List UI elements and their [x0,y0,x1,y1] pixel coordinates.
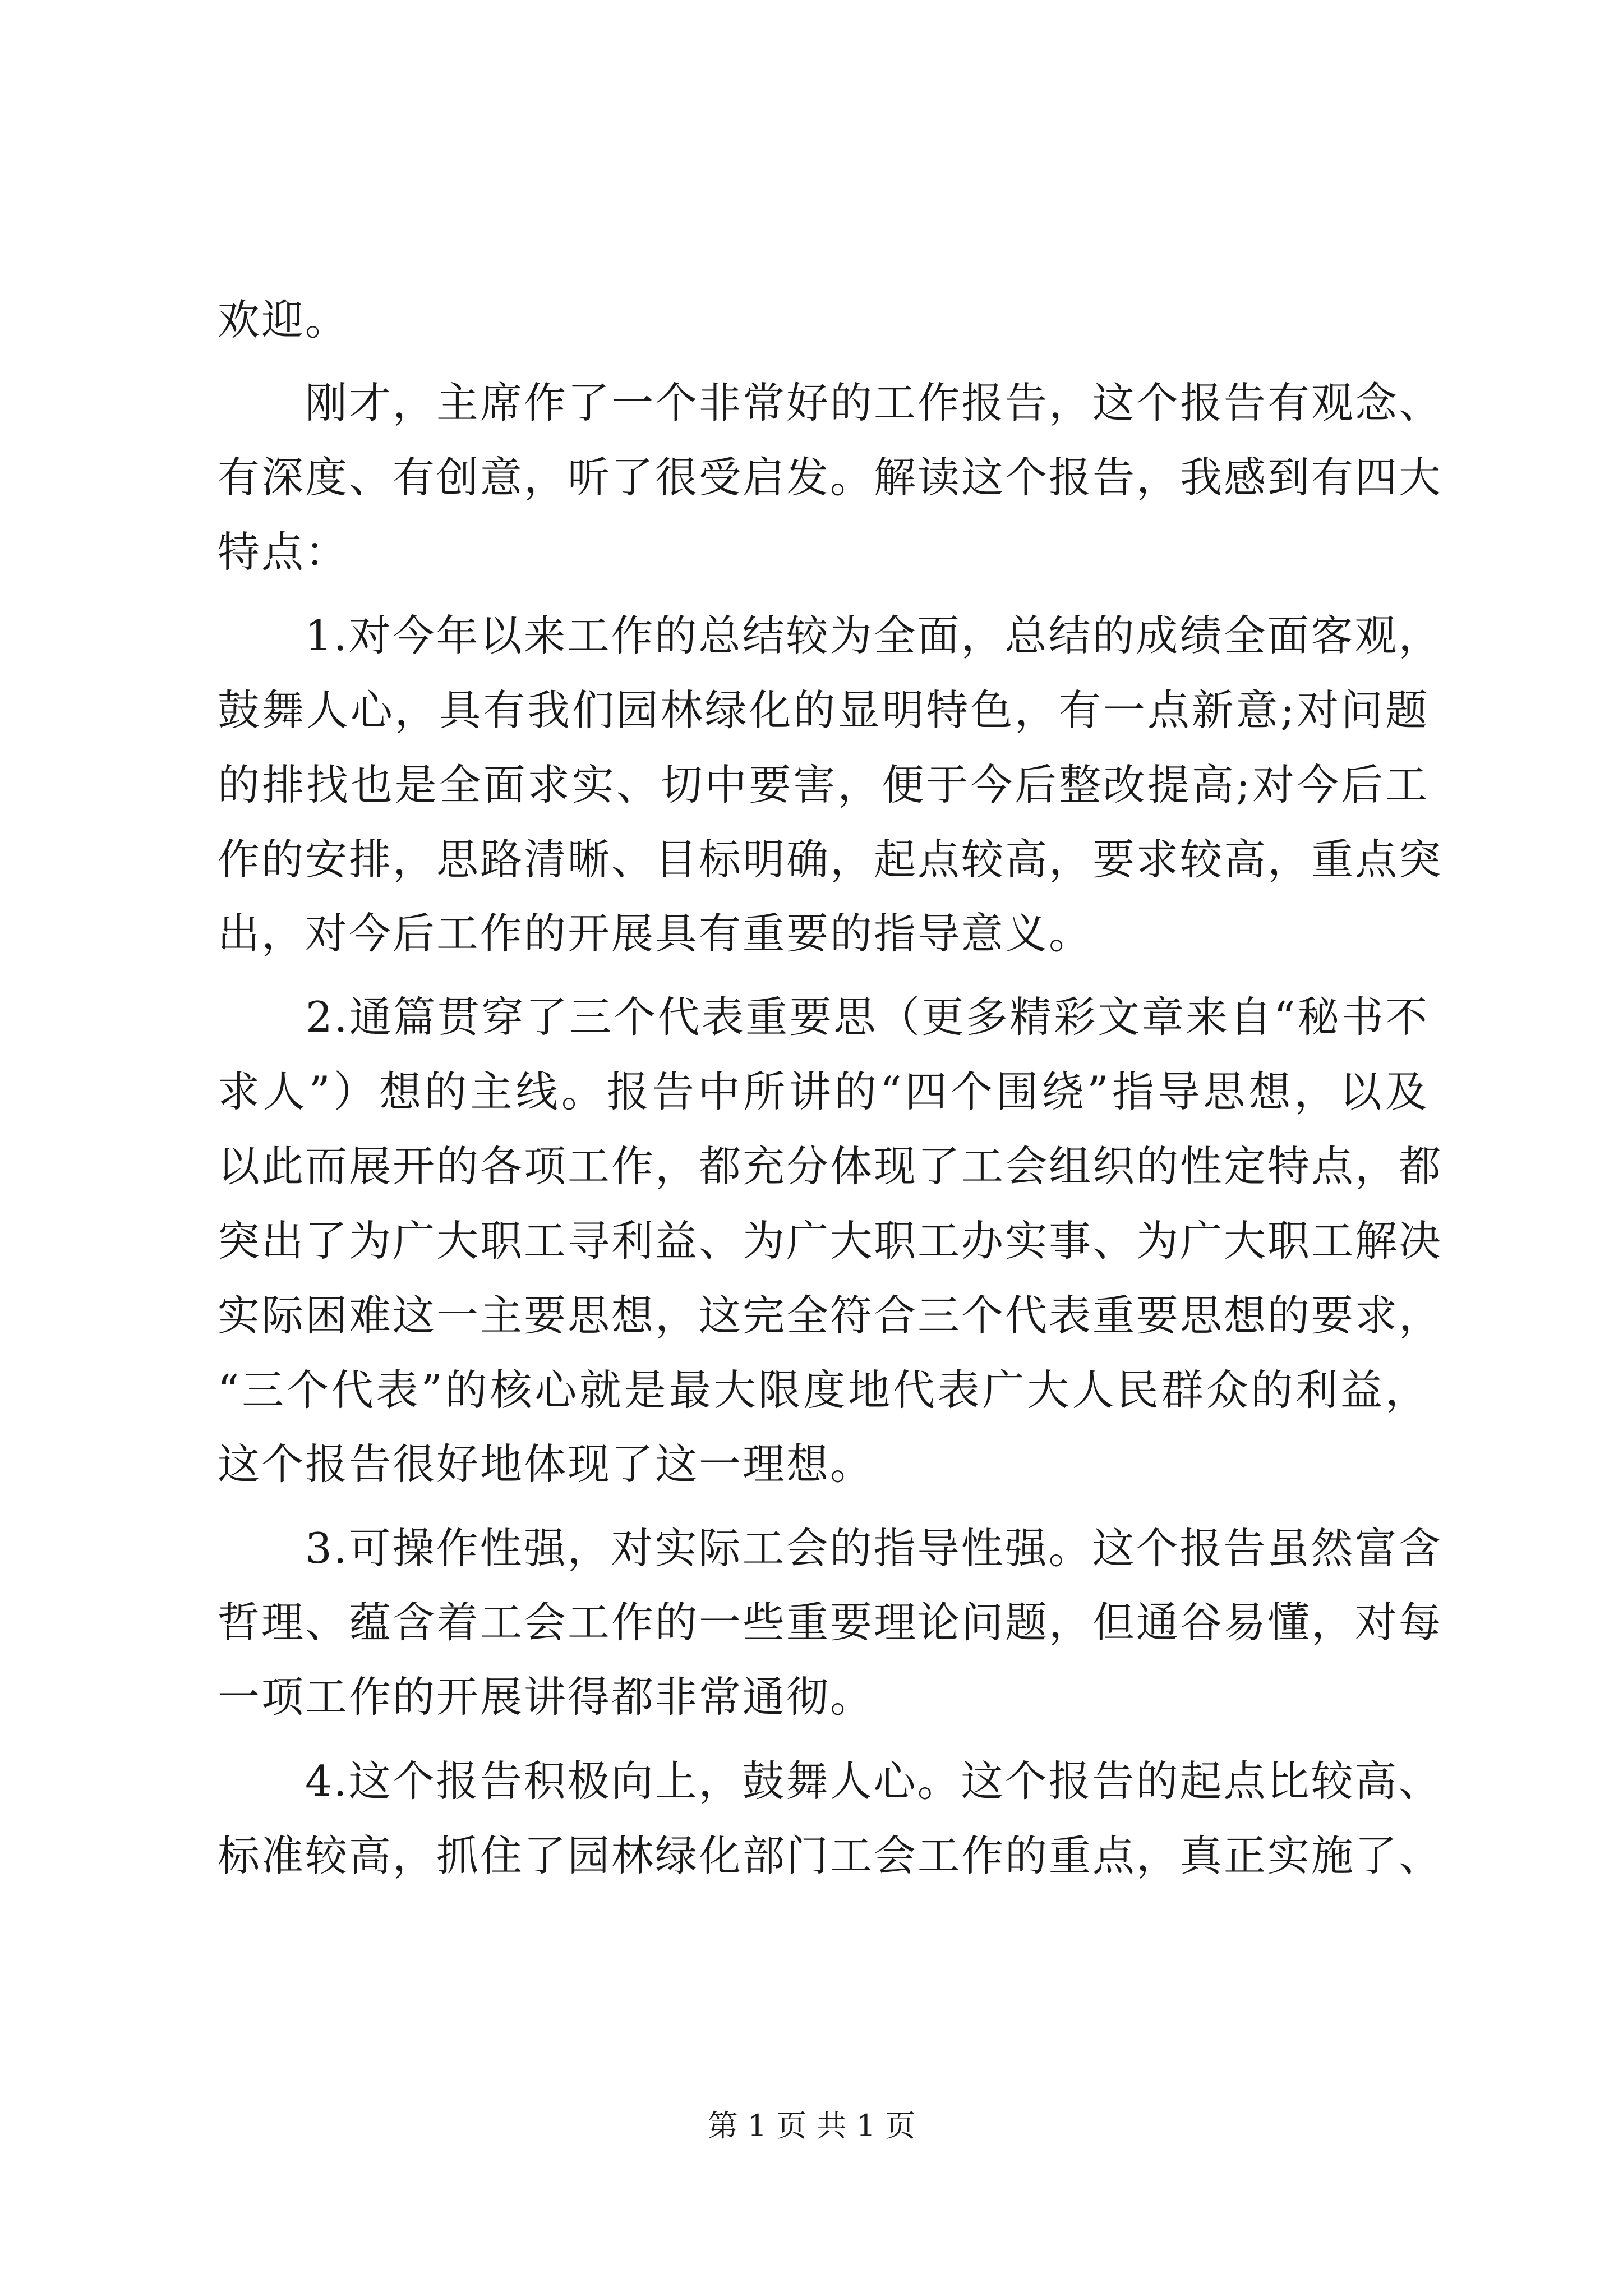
text-line-19: 一项工作的开展讲得都非常通彻。 [218,1672,874,1722]
text-line-1: 欢迎。 [218,295,349,344]
text-line-17: 3.可操作性强，对实际工会的指导性强。这个报告虽然富含 [218,1524,1442,1573]
text-line-14: 实际困难这一主要思想，这完全符合三个代表重要思想的要求， [218,1291,1443,1340]
text-line-10: 2.通篇贯穿了三个代表重要思（更多精彩文章来自“秘书不 [218,992,1429,1042]
text-line-8: 作的安排，思路清晰、目标明确，起点较高，要求较高，重点突 [218,835,1443,884]
text-line-9: 出，对今后工作的开展具有重要的指导意义。 [218,909,1093,958]
text-line-2: 刚才，主席作了一个非常好的工作报告，这个报告有观念、 [218,378,1443,427]
text-line-12: 以此而展开的各项工作，都充分体现了工会组织的性定特点，都 [218,1142,1443,1191]
text-line-5: 1.对今年以来工作的总结较为全面，总结的成绩全面客观， [218,611,1442,660]
text-line-16: 这个报告很好地体现了这一理想。 [218,1439,874,1489]
text-line-15: “三个代表”的核心就是最大限度地代表广大人民群众的利益， [218,1365,1429,1415]
page-footer: 第 1 页 共 1 页 [707,2108,916,2143]
text-line-7: 的排找也是全面求实、切中要害，便于今后整改提高;对今后工 [218,760,1429,809]
text-line-18: 哲理、蕴含着工会工作的一些重要理论问题，但通谷易懂，对每 [218,1598,1443,1647]
text-line-11: 求人”）想的主线。报告中所讲的“四个围绕”指导思想，以及 [218,1067,1429,1116]
text-line-13: 突出了为广大职工寻利益、为广大职工办实事、为广大职工解决 [218,1216,1443,1266]
text-line-6: 鼓舞人心，具有我们园林绿化的显明特色，有一点新意;对问题 [218,685,1429,735]
text-line-3: 有深度、有创意，听了很受启发。解读这个报告，我感到有四大 [218,453,1443,502]
text-line-4: 特点： [218,527,349,577]
text-line-21: 标准较高，抓住了园林绿化部门工会工作的重点，真正实施了、 [218,1831,1443,1880]
text-line-20: 4.这个报告积极向上，鼓舞人心。这个报告的起点比较高、 [218,1756,1442,1806]
